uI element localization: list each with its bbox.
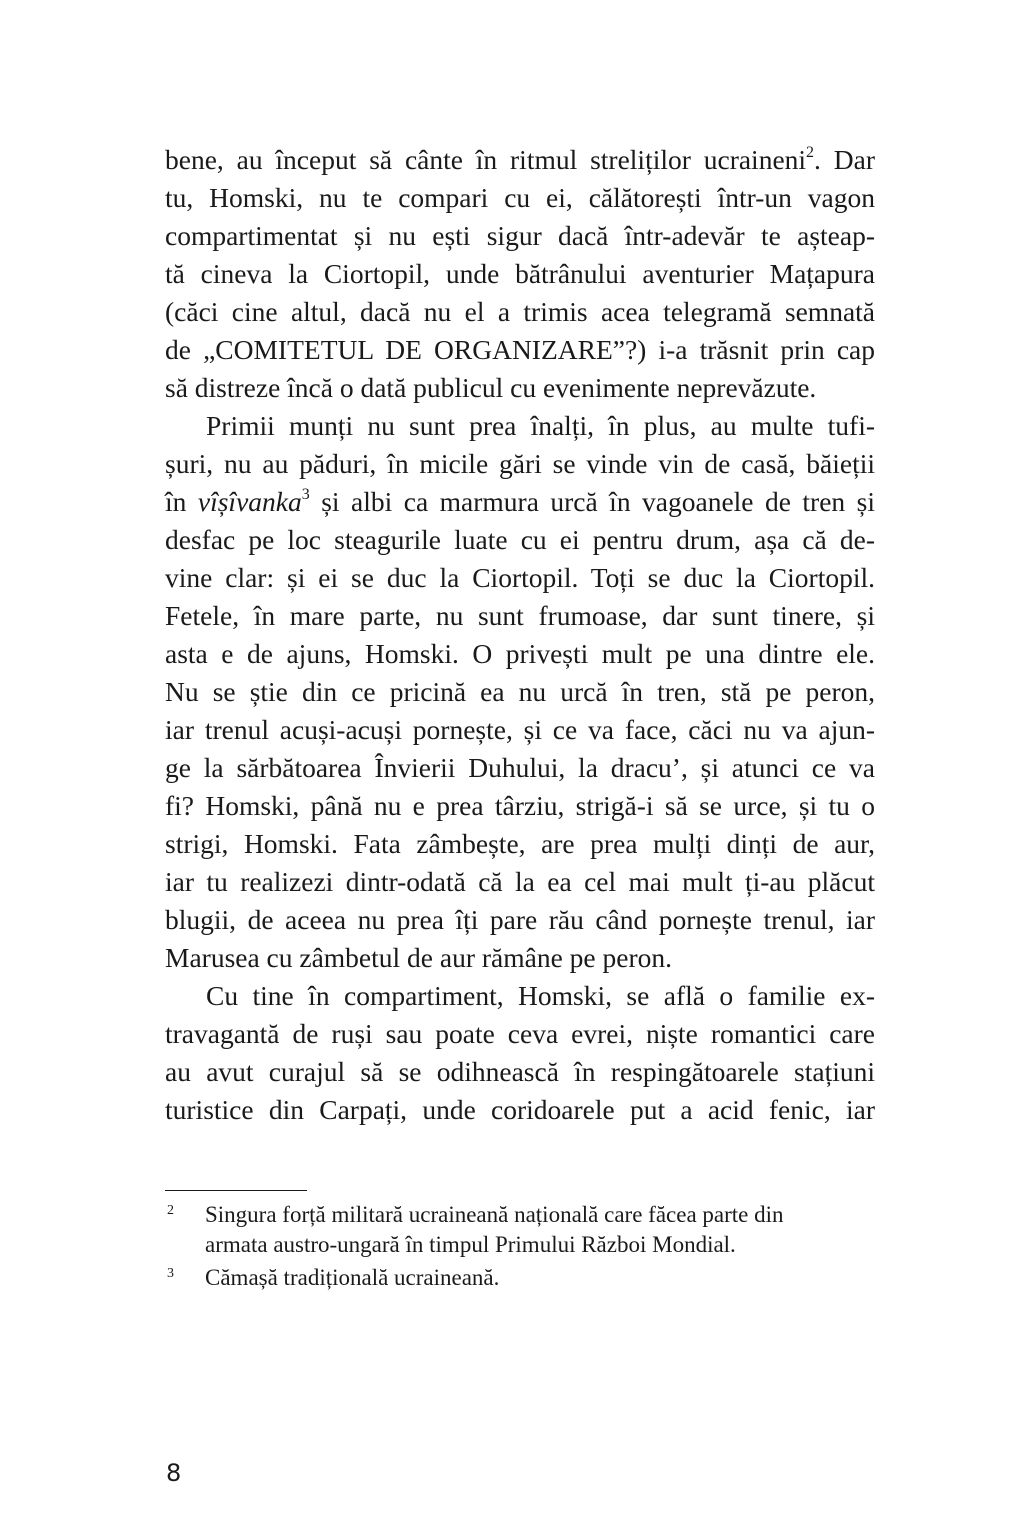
text-line: în vîșîvanka$^3$ și albi ca marmura urcă în vagoanele de tren și [165,485,875,517]
text-line: iar trenul acuși-acuși pornește, și ce va face, căci nu va ajun- [165,714,875,745]
text-line: blugii, de aceea nu prea îți pare rău când pornește trenul, iar [165,904,875,935]
text-line: Marusea cu zâmbetul de aur rămâne pe peron. [165,942,672,973]
text-line: șuri, nu au păduri, în micile gări se vinde vin de casă, băieții [165,448,875,479]
footnote-divider [165,1190,307,1191]
footnote-ref-3[interactable]: 3 [301,485,310,503]
text-line: vine clar: și ei se duc la Ciortopil. Toți se duc la Ciortopil. [165,562,875,593]
text-line: compartimentat și nu ești sigur dacă într-adevăr te aștеap- [165,220,875,251]
text-line: bene, au început să cânte în ritmul streliților ucraineni$^2$. Dar [165,143,875,175]
text-line: iar tu realizezi dintr-odată că la ea cel mai mult ți-au plăcut [165,866,875,897]
text-line: de „COMITETUL DE ORGANIZARE”?) i-a trăsnit prin cap [165,334,875,365]
text-line: strigi, Homski. Fata zâmbește, are prea mulți dinți de aur, [165,828,875,859]
body-text [165,141,875,1129]
text-line: tu, Homski, nu te compari cu ei, călătorești într-un vagon [165,182,875,213]
page-number: 8 [166,1459,182,1487]
text-line: au avut curajul să se odihnească în respingătoarele stațiuni [165,1056,875,1087]
text-line: turistice din Carpați, unde coridoarele put a acid fenic, iar [165,1094,875,1125]
text-line: să distreze încă o dată publicul cu evenimente neprevăzute. [165,372,817,403]
footnote-line: armata austro-ungară în timpul Primului Război Mondial. [205,1232,736,1257]
footnote-line: Singura forță militară ucraineană națională care făcea parte din [205,1202,784,1227]
footnote-number: 2 [167,1203,174,1218]
text-line: travagantă de ruși sau poate ceva evrei, niște romantici care [165,1018,875,1049]
text-line: Fetele, în mare parte, nu sunt frumoase, dar sunt tinere, și [165,600,875,631]
text-line: desfac pe loc steagurile luate cu ei pentru drum, așa că de- [165,524,875,555]
footnote-number: 3 [167,1266,174,1281]
text-line: asta e de ajuns, Homski. O privești mult pe una dintre ele. [165,638,875,669]
text-line: Nu se știe din ce pricină ea nu urcă în tren, stă pe peron, [165,676,875,707]
footnotes [165,1200,875,1296]
text-line: Primii munți nu sunt prea înalți, în plus, au multe tufi- [206,410,875,441]
text-line: ge la sărbătoarea Învierii Duhului, la dracu’, și atunci ce va [165,752,875,783]
text-line: Cu tine în compartiment, Homski, se află o familie ex- [206,980,875,1011]
footnote-3 [165,1263,875,1293]
footnote-line: Cămașă tradițională ucraineană. [205,1265,500,1290]
text-line: fi? Homski, până nu e prea târziu, strigă-i să se urce, și tu o [165,790,875,821]
text-line: (căci cine altul, dacă nu el a trimis acea telegramă semnată [165,296,875,327]
footnote-ref-2[interactable]: 2 [806,143,815,161]
footnote-2 [165,1200,875,1260]
text-line: tă cineva la Ciortopil, unde bătrânului aventurier Mațapura [165,258,875,289]
italic-term: vîșîvanka [197,486,302,517]
